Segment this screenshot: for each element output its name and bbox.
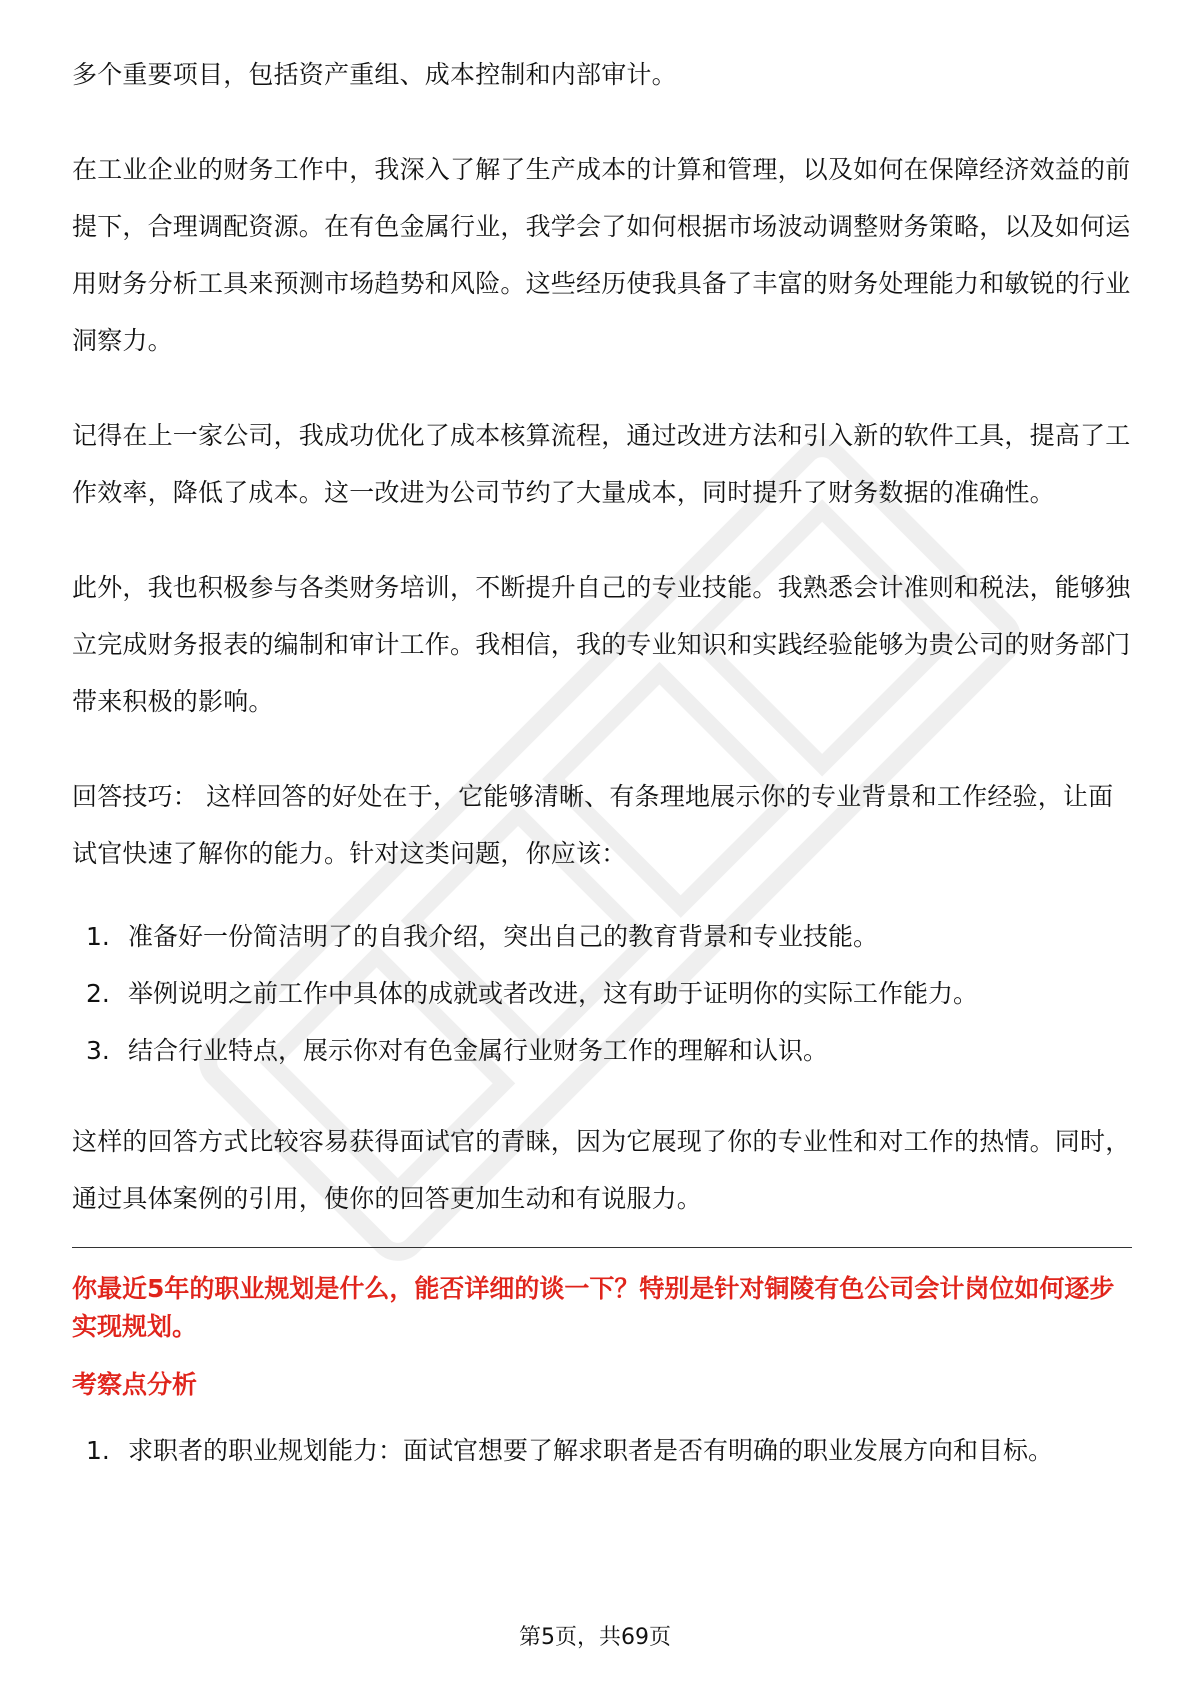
list-item — [72, 965, 1132, 1022]
list-item-text: 准备好一份简洁明了的自我介绍，突出自己的教育背景和专业技能。 — [128, 922, 879, 951]
list-item-text: 举例说明之前工作中具体的成就或者改进，这有助于证明你的实际工作能力。 — [128, 979, 979, 1008]
answer-tips-paragraph: 回答技巧： 这样回答的好处在于，它能够清晰、有条理地展示你的专业背景和工作经验，让面试官快速了解你的能力。针对这类问题，你应该： — [72, 782, 1114, 868]
paragraph-1: 多个重要项目，包括资产重组、成本控制和内部审计。 — [72, 60, 677, 89]
list-item-number: 1. — [86, 922, 110, 951]
analysis-heading: 考察点分析 — [72, 1370, 198, 1399]
section-divider — [72, 1247, 1132, 1248]
paragraph-2: 在工业企业的财务工作中，我深入了解了生产成本的计算和管理，以及如何在保障经济效益的前提下，合理调配资源。在有色金属行业，我学会了如何根据市场波动调整财务策略，以及如何运用财务分析工具来预测市场趋势和风险。这些经历使我具备了丰富的财务处理能力和敏锐的行业洞察力。 — [72, 155, 1131, 355]
list-item-number: 2. — [86, 979, 110, 1008]
list-item — [72, 1022, 1132, 1079]
paragraph-3: 记得在上一家公司，我成功优化了成本核算流程，通过改进方法和引入新的软件工具，提高了工作效率，降低了成本。这一改进为公司节约了大量成本，同时提升了财务数据的准确性。 — [72, 421, 1131, 507]
analysis-list — [72, 1422, 1132, 1479]
list-item-number: 3. — [86, 1036, 110, 1065]
main-content — [72, 46, 1132, 1513]
closing-paragraph: 这样的回答方式比较容易获得面试官的青睐，因为它展现了你的专业性和对工作的热情。同时，通过具体案例的引用，使你的回答更加生动和有说服力。 — [72, 1127, 1131, 1213]
list-item-number: 1. — [86, 1436, 110, 1465]
list-item-text: 求职者的职业规划能力：面试官想要了解求职者是否有明确的职业发展方向和目标。 — [128, 1436, 1054, 1465]
interview-question: 你最近5年的职业规划是什么，能否详细的谈一下？特别是针对铜陵有色公司会计岗位如何逐步实现规划。 — [72, 1274, 1115, 1341]
page-number-footer: 第5页，共69页 — [519, 1625, 671, 1650]
tips-list — [72, 908, 1132, 1079]
paragraph-4: 此外，我也积极参与各类财务培训，不断提升自己的专业技能。我熟悉会计准则和税法，能够独立完成财务报表的编制和审计工作。我相信，我的专业知识和实践经验能够为贵公司的财务部门带来积极的影响。 — [72, 573, 1131, 716]
list-item-text: 结合行业特点，展示你对有色金属行业财务工作的理解和认识。 — [128, 1036, 829, 1065]
list-item — [72, 908, 1132, 965]
list-item — [72, 1422, 1132, 1479]
